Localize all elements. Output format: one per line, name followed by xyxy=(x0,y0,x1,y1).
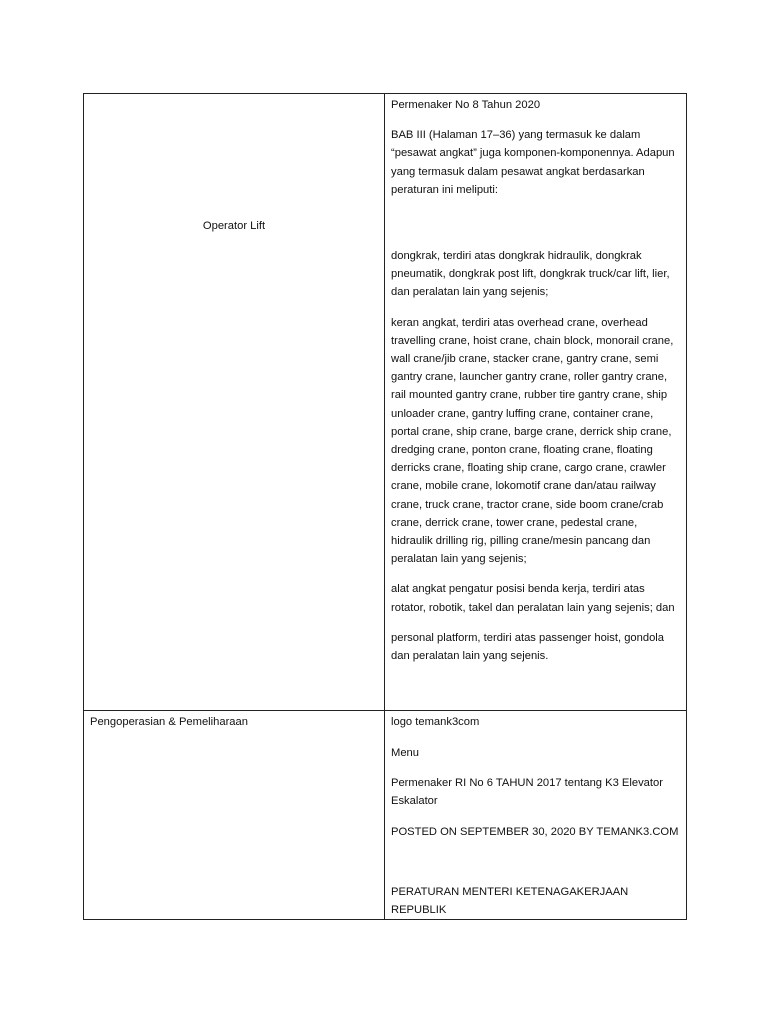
list-item: keran angkat, terdiri atas overhead crane, overhead travelling crane, hoist crane, chain block, monorail crane, wall crane/jib crane, stacker crane, gantry crane, semi gantry crane, launcher gantry crane, roller gantry crane, rail mounted gantry crane, rubber tire gantry crane, ship unloader crane, gantry luffing crane, container crane, portal crane, ship crane, barge crane, derrick ship crane, dredging crane, ponton crane, floating crane, floating derricks crane, floating ship crane, cargo crane, crawler crane, mobile crane, lokomotif crane dan/atau railway crane, truck crane, tractor crane, side boom crane/crab crane, derrick crane, tower crane, pedestal crane, hidraulik drilling rig, pilling crane/mesin pancang dan peralatan lain yang sejenis; xyxy=(391,316,674,566)
regulation-title: Permenaker No 8 Tahun 2020 xyxy=(391,99,541,111)
menu-text: Menu xyxy=(391,747,419,759)
table-cell-left xyxy=(84,711,385,920)
table-row xyxy=(84,711,687,920)
intro-paragraph: BAB III (Halaman 17–36) yang termasuk ke dalam “pesawat angkat” juga komponen-komponennya. Adapun yang termasuk dalam pesawat angkat berdasarkan peraturan ini meliputi: xyxy=(391,129,675,196)
posted-on-text: POSTED ON SEPTEMBER 30, 2020 BY TEMANK3.COM xyxy=(391,826,679,838)
regulation-heading: PERATURAN MENTERI KETENAGAKERJAAN REPUBLIK xyxy=(391,886,629,916)
article-title: Permenaker RI No 6 TAHUN 2017 tentang K3 Elevator Eskalator xyxy=(391,777,663,807)
table-row xyxy=(84,94,687,711)
maintenance-label: Pengoperasian & Pemeliharaan xyxy=(90,716,248,728)
list-item: dongkrak, terdiri atas dongkrak hidraulik, dongkrak pneumatik, dongkrak post lift, dongkrak truck/car lift, lier, dan peralatan lain yang sejenis; xyxy=(391,250,670,299)
content-table xyxy=(83,93,687,920)
list-item: personal platform, terdiri atas passenger hoist, gondola dan peralatan lain yang sejenis. xyxy=(391,631,665,663)
table-cell-right xyxy=(385,711,687,920)
table-cell-left xyxy=(84,94,385,711)
operator-lift-label: Operator Lift xyxy=(202,220,266,232)
table-cell-right xyxy=(385,94,687,711)
logo-text: logo temank3com xyxy=(391,716,480,728)
list-item: alat angkat pengatur posisi benda kerja, terdiri atas rotator, robotik, takel dan peralatan lain yang sejenis; dan xyxy=(391,583,675,614)
